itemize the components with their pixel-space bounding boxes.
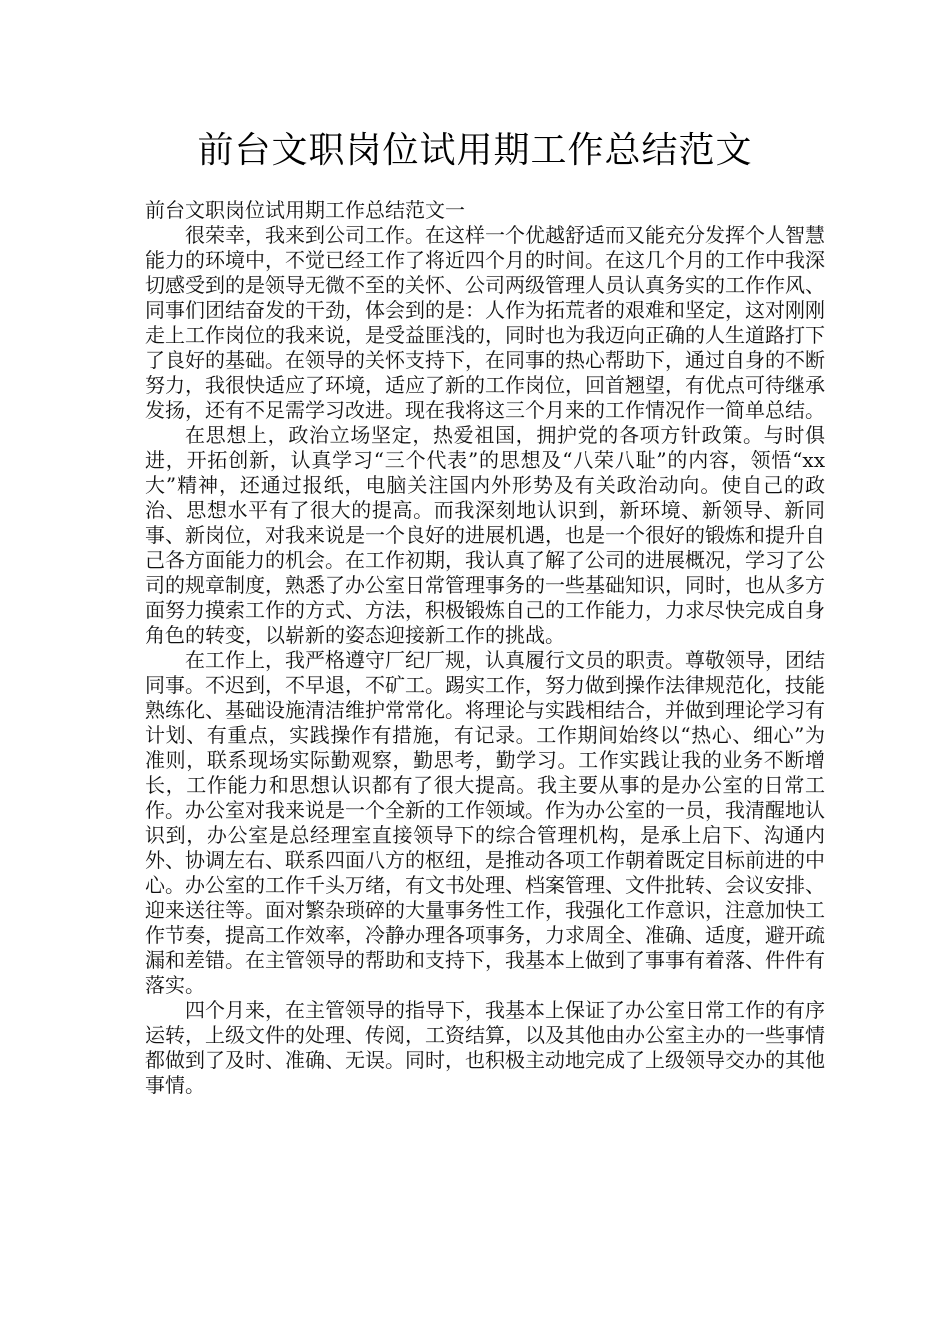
paragraph: 在思想上，政治立场坚定，热爱祖国，拥护党的各项方针政策。与时俱进，开拓创新，认真学习“三个代表”的思想及“八荣八耻”的内容，领悟“xx大”精神，还通过报纸，电脑关注国内外形势及有关政治动向。使自己的政治、思想水平有了很大的提高。而我深刻地认识到，新环境、新领导、新同事、新岗位，对我来说是一个良好的进展机遇，也是一个很好的锻炼和提升自己各方面能力的机会。在工作初期，我认真了解了公司的进展概况，学习了公司的规章制度，熟悉了办公室日常管理事务的一些基础知识，同时，也从多方面努力摸索工作的方式、方法，积极锻炼自己的工作能力，力求尽快完成自身角色的转变，以崭新的姿态迎接新工作的挑战。 — [145, 423, 825, 647]
document-title: 前台文职岗位试用期工作总结范文 — [197, 130, 753, 171]
paragraph: 很荣幸，我来到公司工作。在这样一个优越舒适而又能充分发挥个人智慧能力的环境中，不觉已经工作了将近四个月的时间。在这几个月的工作中我深切感受到的是领导无微不至的关怀、公司两级管理人员认真务实的工作作风、同事们团结奋发的干劲，体会到的是：人作为拓荒者的艰难和坚定，这对刚刚走上工作岗位的我来说，是受益匪浅的，同时也为我迈向正确的人生道路打下了良好的基础。在领导的关怀支持下，在同事的热心帮助下，通过自身的不断努力，我很快适应了环境，适应了新的工作岗位，回首翘望，有优点可待继承发扬，还有不足需学习改进。现在我将这三个月来的工作情况作一简单总结。 — [145, 223, 825, 422]
paragraph: 四个月来，在主管领导的指导下，我基本上保证了办公室日常工作的有序运转，上级文件的处理、传阅，工资结算，以及其他由办公室主办的一些事情都做到了及时、准确、无误。同时，也积极主动地完成了上级领导交办的其他事情。 — [145, 998, 825, 1097]
document-body — [145, 198, 825, 1098]
paragraph: 在工作上，我严格遵守厂纪厂规，认真履行文员的职责。尊敬领导，团结同事。不迟到，不早退，不矿工。踢实工作，努力做到操作法律规范化，技能熟练化、基础设施清洁维护常常化。将理论与实践相结合，并做到理论学习有计划、有重点，实践操作有措施，有记录。工作期间始终以“热心、细心”为准则，联系现场实际勤观察，勤思考，勤学习。工作实践让我的业务不断增长，工作能力和思想认识都有了很大提高。我主要从事的是办公室的日常工作。办公室对我来说是一个全新的工作领域。作为办公室的一员，我清醒地认识到，办公室是总经理室直接领导下的综合管理机构，是承上启下、沟通内外、协调左右、联系四面八方的枢纽，是推动各项工作朝着既定目标前进的中心。办公室的工作千头万绪，有文书处理、档案管理、文件批转、会议安排、迎来送往等。面对繁杂琐碎的大量事务性工作，我强化工作意识，注意加快工作节奏，提高工作效率，冷静办理各项事务，力求周全、准确、适度，避开疏漏和差错。在主管领导的帮助和支持下，我基本上做到了事事有着落、件件有落实。 — [145, 648, 825, 997]
section-subtitle: 前台文职岗位试用期工作总结范文一 — [145, 198, 465, 222]
